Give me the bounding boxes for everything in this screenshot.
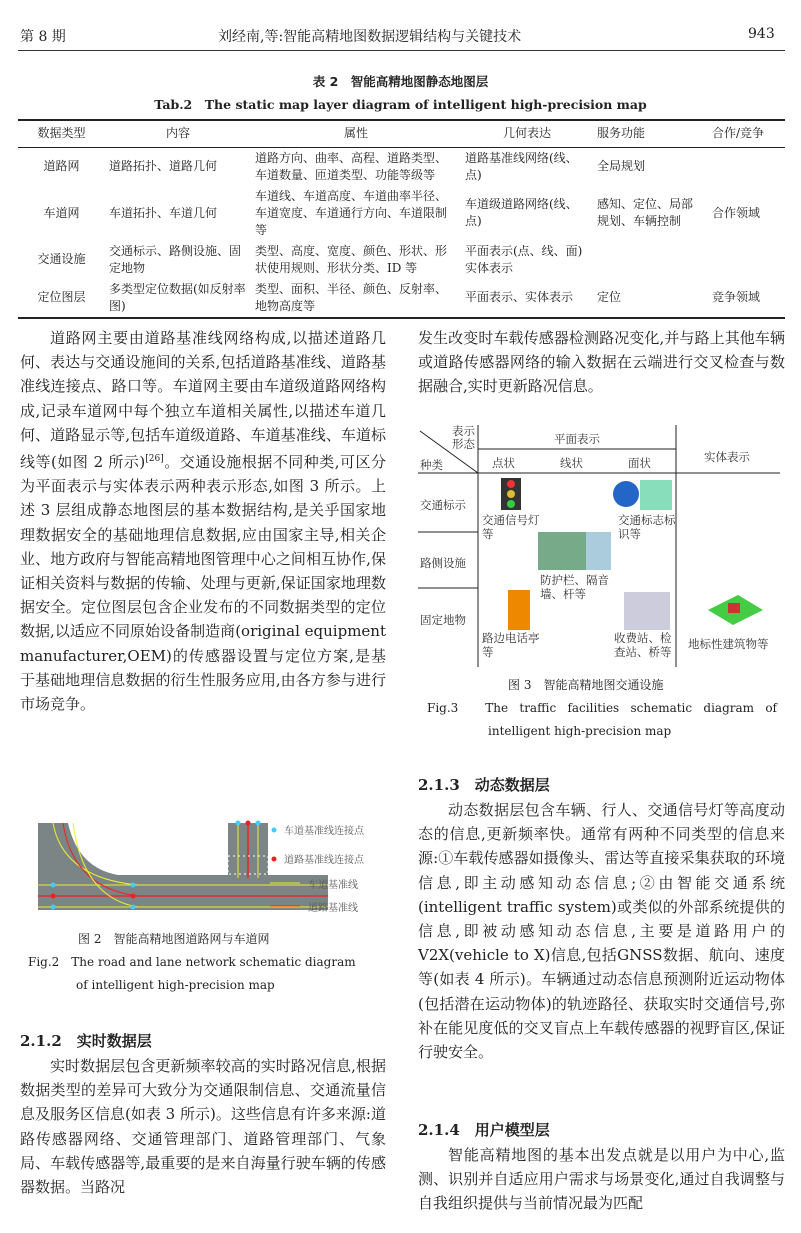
col-header: 合作/竞争 [712, 126, 765, 141]
para-text: 智能高精地图的基本出发点就是以用户为中心,监测、识别并自适应用户需求与场景变化,通过自我调整与自我组织提供与当前情况最为匹配 [418, 1146, 785, 1213]
citation: [26] [145, 454, 164, 465]
table-cell: 道路方向、曲率、高程、道路类型、车道数量、匝道类型、功能等级等 [255, 150, 448, 182]
row-traffic-sign: 交通标示 [420, 498, 466, 512]
legend-lane-line: 车道基准线 [308, 880, 358, 891]
table-cell: 感知、定位、局部规划、车辆控制 [597, 197, 694, 228]
table-cell: 道路网 [43, 159, 80, 173]
fig3-caption-en-1: Fig.3 The traffic facilities schematic diagram of [427, 701, 777, 715]
section-2-1-3-heading: 2.1.3 动态数据层 [418, 776, 550, 794]
para-text: 动态数据层包含车辆、行人、交通信号灯等高度动态的信息,更新频率快。通常有两种不同类型的信息来源:①车载传感器如摄像头、雷达等直接采集获取的环境信息,即主动感知动态信息;②由智能交通系统(intelligent traffic system)或类似的外部系统提供的信息,即被动感知动态信息,主要是道路用户的 V2X(vehicle to X)信息,包括GNSS数据、航向、速度等(如表 4 所示)。车辆通过动态信息预测附近运动物体(包括潜在运动物体)的轨迹路径、获取实时交通信号,弥补在能见度低的交叉盲点上车载传感器的视野盲区,保证行驶安全。 [418, 801, 785, 1062]
section-2-1-4-heading: 2.1.4 用户模型层 [418, 1121, 550, 1139]
figure-2 [38, 818, 398, 914]
table-title-en: Tab.2 The static map layer diagram of intelligent high-precision map [154, 97, 647, 112]
corner-form-label: 表示形态 [452, 424, 475, 451]
para-text: 道路网主要由道路基准线网络构成,以描述道路几何、表达与交通设施间的关系,包括道路基准线、道路基准线连接点、路口等。车道网主要由车道级道路网络构成,记录车道网中每个独立车道相关属性,以描述车道几何、道路显示等,包括车道级道路、车道基准线、车道标线等(如图 2 所示) [20, 329, 386, 472]
table-cell [708, 147, 785, 186]
fig3-caption-en-2: intelligent high-precision map [488, 724, 672, 738]
table-row [18, 147, 785, 186]
table-cell [593, 241, 708, 279]
issue-number: 第 8 期 [20, 29, 66, 45]
para-text: 发生改变时车载传感器检测路况变化,并与路上其他车辆或道路传感器网络的输入数据在云端进行交叉检查与数据融合,实时更新路况信息。 [418, 329, 785, 396]
col-header: 服务功能 [597, 126, 646, 141]
table-cell: 道路拓扑、道路几何 [109, 159, 218, 173]
fig2-caption-cn: 图 2 智能高精地图道路网与车道网 [78, 932, 270, 946]
table-cell: 类型、高度、宽度、颜色、形状、形状使用规则、形状分类、ID 等 [255, 243, 448, 275]
table-cell: 全局规划 [597, 159, 646, 173]
plane-header: 平面表示 [554, 432, 600, 446]
table-row [18, 186, 785, 241]
item-phone: 路边电话亭等 [482, 631, 540, 659]
col-header: 属性 [343, 126, 368, 141]
figure-3 [418, 425, 780, 667]
legend-lane-point: 车道基准线连接点 [284, 826, 364, 837]
right-paragraph-0 [418, 326, 785, 399]
page-number: 943 [748, 26, 775, 42]
line-header: 线状 [560, 456, 583, 470]
solid-header: 实体表示 [704, 450, 750, 464]
item-toll: 收费站、检查站、桥等 [614, 631, 672, 659]
table-cell: 车道拓扑、车道几何 [109, 205, 218, 220]
table-cell: 多类型定位数据(如反射率图) [109, 281, 246, 313]
table-cell: 道路基准线网络(线、点) [465, 150, 578, 182]
table-cell [708, 241, 785, 279]
table-cell: 竞争领域 [712, 290, 761, 304]
para-text: 。交通设施根据不同种类,可区分为平面表示与实体表示两种表示形态,如图 3 所示。上述 3 层组成静态地图层的基本数据结构,是关乎国家地理数据安全的基础地理信息数据,应由国家主导,相关企业、地方政府与智能高精地图管理中心之间相互协作,保证相关资料与数据的传输、处理与更新,保证国家地理数据安全。定位图层包含企业发布的不同数据类型的定位数据,以适应不同原始设备制造商(original equipment manufacturer,OEM)的传感器设置与定位方案,是基于基础地理信息数据的衍生性服务应用,由各方参与进行市场竞争。 [20, 453, 386, 714]
table-row [18, 241, 785, 279]
header-rule [18, 50, 785, 51]
row-roadside: 路侧设施 [420, 556, 466, 570]
table-cell: 交通标示、路侧设施、固定地物 [109, 243, 242, 275]
fig2-caption-en-2: of intelligent high-precision map [76, 978, 275, 992]
table-row [18, 279, 785, 318]
col-header: 几何表达 [502, 126, 551, 141]
table-cell: 车道级道路网络(线、点) [465, 197, 578, 228]
col-header: 数据类型 [37, 126, 86, 141]
table-cell: 定位图层 [37, 290, 86, 304]
table-cell: 车道网 [43, 205, 80, 220]
fig3-caption-cn: 图 3 智能高精地图交通设施 [508, 678, 664, 692]
right-paragraph-3 [418, 798, 785, 1064]
fig2-caption-en-1: Fig.2 The road and lane network schematic diagram [28, 955, 356, 969]
static-layer-table [18, 119, 785, 319]
item-signal: 交通信号灯等 [482, 513, 540, 541]
corner-type-label: 种类 [420, 458, 443, 472]
table-cell: 平面表示、实体表示 [465, 290, 574, 304]
item-sign: 交通标志标识等 [618, 513, 676, 541]
area-header: 面状 [628, 456, 651, 470]
table-cell: 合作领域 [712, 205, 761, 220]
left-paragraph-2 [20, 1054, 386, 1199]
table-cell: 类型、面积、半径、颜色、反射率、地物高度等 [255, 281, 448, 313]
table-cell: 平面表示(点、线、面)实体表示 [465, 243, 583, 275]
table-cell: 交通设施 [37, 252, 86, 266]
item-guardrail: 防护栏、隔音墙、杆等 [540, 573, 609, 601]
legend-road-line: 道路基准线 [308, 903, 358, 914]
table-cell: 定位 [597, 290, 622, 304]
row-fixed-object: 固定地物 [420, 613, 466, 627]
left-paragraph-1 [20, 326, 386, 716]
item-landmark: 地标性建筑物等 [688, 637, 769, 651]
point-header: 点状 [492, 456, 515, 470]
table-cell: 车道线、车道高度、车道曲率半径、车道宽度、车道通行方向、车道限制等 [255, 188, 448, 237]
right-paragraph-4 [418, 1143, 785, 1216]
legend-road-point: 道路基准线连接点 [284, 855, 364, 866]
para-text: 实时数据层包含更新频率较高的实时路况信息,根据数据类型的差异可大致分为交通限制信息、交通流量信息及服务区信息(如表 3 所示)。这些信息有许多来源:道路传感器网络、交通管理部门、道路管理部门、气象局、车载传感器等,最重要的是来自海量行驶车辆的传感器数据。当路况 [20, 1057, 386, 1197]
running-title: 刘经南,等:智能高精地图数据逻辑结构与关键技术 [218, 29, 522, 45]
table-title-cn: 表 2 智能高精地图静态地图层 [312, 74, 489, 89]
section-2-1-2-heading: 2.1.2 实时数据层 [20, 1032, 152, 1050]
col-header: 内容 [165, 126, 190, 141]
